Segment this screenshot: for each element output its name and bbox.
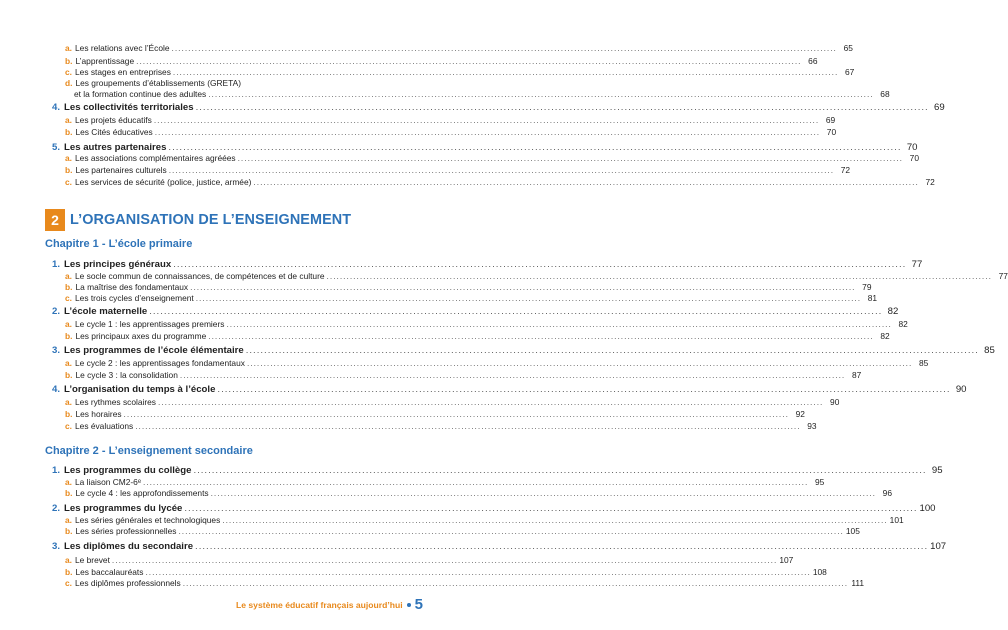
- toc-subentry: [0, 43, 853, 54]
- toc-entry-label: Les partenaires culturels: [75, 165, 167, 175]
- toc-page-number: 90: [830, 397, 840, 407]
- toc-entry-label: Les autres partenaires: [64, 142, 167, 153]
- toc-page-number: 95: [931, 465, 943, 476]
- dot-leader: ........................................................................................................................................................................................................: [171, 43, 837, 53]
- toc-entry-marker: 1.: [52, 465, 61, 476]
- toc-page-number: 65: [843, 43, 853, 53]
- dot-leader: ........................................................................................................................................................................................................: [195, 541, 929, 552]
- toc-subentry: [0, 165, 851, 176]
- toc-page-number: 82: [880, 331, 890, 341]
- toc-subentry: [0, 370, 862, 381]
- dot-leader: ........................................................................................................................................................................................................: [195, 102, 929, 113]
- toc-entry-label: Les projets éducatifs: [75, 115, 152, 125]
- toc-entry-marker: a.: [65, 358, 72, 368]
- toc-subentry: [0, 526, 860, 537]
- toc-entry-marker: 1.: [52, 259, 61, 270]
- toc-entry-marker: 4.: [52, 384, 61, 395]
- toc-entry-marker: 2.: [52, 306, 61, 317]
- footer-book-title: Le système éducatif français aujourd’hui: [235, 599, 403, 610]
- toc-page-number: 85: [918, 358, 929, 368]
- toc-subentry: [0, 409, 805, 420]
- dot-leader: ........................................................................................................................................................................................................: [153, 115, 820, 125]
- toc-entry-marker: c.: [65, 67, 72, 77]
- toc-entry-label: Les programmes du lycée: [64, 503, 183, 514]
- bullet-icon: [407, 603, 411, 607]
- dot-leader: ........................................................................................................................................................................................................: [154, 127, 821, 137]
- toc-entry-label: Le cycle 4 : les approfondissements: [75, 488, 209, 498]
- toc-entry-label: Les stages en entreprises: [75, 67, 171, 77]
- toc-entry-label: L’école maternelle: [64, 306, 148, 317]
- toc-section-entry: [0, 259, 923, 271]
- toc-subentry: [0, 56, 818, 67]
- toc-entry-label: La maîtrise des fondamentaux: [75, 282, 189, 292]
- toc-entry-label: Les principes généraux: [64, 259, 172, 270]
- toc-subentry: [0, 567, 827, 578]
- toc-page-number: 107: [779, 555, 794, 565]
- toc-subentry: [0, 293, 878, 304]
- toc-entry-marker: b.: [65, 567, 73, 577]
- toc-entry-label: Le cycle 1 : les apprentissages premiers: [75, 319, 225, 329]
- toc-page-number: 81: [867, 293, 878, 303]
- toc-entry-label: et la formation continue des adultes: [74, 89, 207, 99]
- dot-leader: ........................................................................................................................................................................................................: [123, 409, 789, 419]
- dot-leader: ........................................................................................................................................................................................................: [158, 397, 824, 407]
- toc-section-entry: [0, 384, 967, 396]
- toc-section-entry: [0, 306, 899, 318]
- toc-entry-label: Les groupements d’établissements (GRETA): [75, 78, 242, 88]
- toc-entry-label: Les diplômes professionnels: [75, 578, 181, 588]
- dot-leader: ........................................................................................................................................................................................................: [142, 477, 809, 487]
- toc-subentry: [0, 578, 865, 589]
- toc-entry-marker: b.: [65, 127, 73, 137]
- toc-entry-marker: a.: [65, 477, 72, 487]
- toc-page-number: 72: [925, 177, 935, 187]
- toc-entry-marker: c.: [65, 421, 72, 431]
- toc-entry-label: Les séries générales et technologiques: [75, 515, 221, 525]
- toc-subentry: [0, 67, 855, 78]
- dot-leader: ........................................................................................................................................................................................................: [172, 67, 839, 77]
- dot-leader: ........................................................................................................................................................................................................: [184, 503, 918, 514]
- toc-section-entry: [0, 465, 943, 477]
- toc-section-entry: [0, 345, 995, 357]
- part-title: L’ORGANISATION DE L’ENSEIGNEMENT: [70, 212, 352, 228]
- toc-entry-label: Les services de sécurité (police, justice, armée): [75, 177, 252, 187]
- toc-page-number: 96: [882, 488, 892, 498]
- toc-entry-marker: a.: [65, 43, 72, 53]
- toc-entry-marker: b.: [65, 488, 73, 498]
- toc-entry-label: Les rythmes scolaires: [75, 397, 156, 407]
- toc-page-number: 68: [880, 89, 890, 99]
- chapter-heading-2: Chapitre 2 - L’enseignement secondaire: [45, 445, 253, 457]
- toc-entry-marker: c.: [65, 578, 72, 588]
- dot-leader: ........................................................................................................................................................................................................: [193, 465, 927, 476]
- toc-subentry: [0, 271, 1008, 282]
- toc-entry-label: Les principaux axes du programme: [75, 331, 207, 341]
- dot-leader: ........................................................................................................................................................................................................: [246, 358, 913, 368]
- toc-entry-marker: b.: [65, 56, 73, 66]
- toc-subentry: [0, 477, 825, 488]
- toc-entry-label: Les trois cycles d’enseignement: [75, 293, 194, 303]
- toc-subentry: [0, 488, 892, 499]
- toc-subentry: [0, 89, 890, 100]
- dot-leader: ........................................................................................................................................................................................................: [168, 165, 835, 175]
- toc-subentry: [0, 358, 929, 369]
- toc-entry-label: Les évaluations: [75, 421, 134, 431]
- dot-leader: ........................................................................................................................................................................................................: [217, 384, 951, 395]
- chapter-heading-1: Chapitre 1 - L’école primaire: [45, 238, 193, 250]
- dot-leader: ........................................................................................................................................................................................................: [222, 515, 888, 525]
- toc-page-number: 82: [887, 306, 899, 317]
- dot-leader: ........................................................................................................................................................................................................: [208, 331, 874, 341]
- toc-subentry: [0, 397, 840, 408]
- dot-leader: ........................................................................................................................................................................................................: [168, 142, 902, 153]
- toc-page-number: 85: [984, 345, 995, 356]
- toc-entry-label: Les collectivités territoriales: [64, 102, 194, 113]
- dot-leader: ........................................................................................................................................................................................................: [226, 319, 892, 329]
- toc-page-number: 77: [911, 259, 923, 270]
- toc-entry-marker: 3.: [52, 345, 61, 356]
- dot-leader: ........................................................................................................................................................................................................: [179, 370, 846, 380]
- toc-page-number: 82: [898, 319, 908, 329]
- toc-entry-marker: c.: [65, 177, 72, 187]
- dot-leader: ........................................................................................................................................................................................................: [178, 526, 844, 536]
- toc-entry-label: Le brevet: [75, 555, 110, 565]
- toc-entry-label: Les relations avec l’École: [75, 43, 170, 53]
- toc-entry-marker: b.: [65, 331, 73, 341]
- toc-page-number: 67: [844, 67, 855, 77]
- toc-subentry: [0, 421, 817, 432]
- toc-page-number: 69: [934, 102, 945, 113]
- toc-page-number: 79: [862, 282, 872, 292]
- toc-entry-marker: b.: [65, 370, 73, 380]
- toc-entry-label: L’apprentissage: [75, 56, 135, 66]
- toc-page-number: 72: [840, 165, 851, 175]
- toc-entry-label: Les horaires: [75, 409, 122, 419]
- toc-page-number: 70: [909, 153, 919, 163]
- toc-entry-marker: a.: [65, 515, 72, 525]
- dot-leader: ........................................................................................................................................................................................................: [253, 177, 919, 187]
- toc-entry-marker: b.: [65, 526, 73, 536]
- toc-page-number: 92: [795, 409, 805, 419]
- toc-entry-marker: 5.: [52, 142, 61, 153]
- dot-leader: ........................................................................................................................................................................................................: [173, 259, 907, 270]
- dot-leader: ........................................................................................................................................................................................................: [208, 89, 874, 99]
- toc-entry-label: Les baccalauréats: [75, 567, 144, 577]
- toc-page-number: 70: [906, 142, 918, 153]
- toc-page-number: 107: [930, 541, 947, 552]
- dot-leader: ........................................................................................................................................................................................................: [136, 56, 802, 66]
- page-number: 5: [414, 596, 423, 613]
- toc-page-number: 70: [826, 127, 837, 137]
- toc-page-number: 87: [851, 370, 862, 380]
- toc-section-entry: [0, 503, 936, 515]
- toc-entry-label: Les associations complémentaires agréées: [75, 153, 236, 163]
- dot-leader: ........................................................................................................................................................................................................: [237, 153, 903, 163]
- toc-page-number: 100: [919, 503, 936, 514]
- toc-entry-label: Le cycle 2 : les apprentissages fondamentaux: [75, 358, 245, 368]
- toc-subentry: [0, 331, 890, 342]
- toc-page-number: 77: [998, 271, 1008, 281]
- dot-leader: ........................................................................................................................................................................................................: [195, 293, 862, 303]
- part-heading: [45, 209, 351, 231]
- toc-entry-marker: 4.: [52, 102, 61, 113]
- dot-leader: ........................................................................................................................................................................................................: [149, 306, 883, 317]
- toc-entry-marker: a.: [65, 153, 72, 163]
- toc-entry-label: L’organisation du temps à l’école: [64, 384, 216, 395]
- toc-entry-label: La liaison CM2-6ᵉ: [75, 477, 141, 487]
- toc-entry-label: Les programmes de l’école élémentaire: [64, 345, 244, 356]
- toc-page-number: 66: [808, 56, 818, 66]
- toc-entry-marker: a.: [65, 555, 72, 565]
- toc-entry-marker: a.: [65, 115, 72, 125]
- toc-entry-marker: 3.: [52, 541, 61, 552]
- dot-leader: ........................................................................................................................................................................................................: [326, 271, 992, 281]
- toc-entry-marker: a.: [65, 397, 72, 407]
- toc-entry-marker: a.: [65, 271, 72, 281]
- toc-entry-label: Le socle commun de connaissances, de compétences et de culture: [75, 271, 325, 281]
- dot-leader: ........................................................................................................................................................................................................: [245, 345, 979, 356]
- toc-entry-marker: b.: [65, 165, 73, 175]
- dot-leader: ........................................................................................................................................................................................................: [210, 488, 876, 498]
- toc-subentry: [0, 515, 904, 526]
- toc-entry-marker: d.: [65, 78, 73, 88]
- toc-section-entry: [0, 541, 947, 553]
- dot-leader: ........................................................................................................................................................................................................: [135, 421, 801, 431]
- dot-leader: ........................................................................................................................................................................................................: [182, 578, 849, 588]
- toc-subentry: [0, 78, 404, 89]
- toc-subentry: [0, 127, 837, 138]
- toc-entry-label: Les diplômes du secondaire: [64, 541, 194, 552]
- toc-subentry: [0, 555, 794, 566]
- toc-entry-marker: b.: [65, 282, 73, 292]
- toc-entry-marker: a.: [65, 319, 72, 329]
- toc-page-number: 105: [845, 526, 860, 536]
- dot-leader: ........................................................................................................................................................................................................: [145, 567, 811, 577]
- toc-page-number: 95: [815, 477, 825, 487]
- toc-entry-marker: 2.: [52, 503, 61, 514]
- page-footer: [236, 596, 423, 613]
- toc-subentry: [0, 153, 919, 164]
- toc-page-number: 108: [812, 567, 827, 577]
- toc-page-number: 69: [825, 115, 836, 125]
- toc-entry-marker: b.: [65, 409, 73, 419]
- toc-subentry: [0, 115, 836, 126]
- toc-subentry: [0, 319, 908, 330]
- toc-page-number: 101: [889, 515, 904, 525]
- toc-page-number: 93: [807, 421, 817, 431]
- toc-page-number: 111: [851, 578, 865, 588]
- dot-leader: ........................................................................................................................................................................................................: [190, 282, 856, 292]
- toc-section-entry: [0, 102, 945, 114]
- toc-subentry: [0, 177, 935, 188]
- toc-subentry: [0, 282, 872, 293]
- toc-entry-label: Le cycle 3 : la consolidation: [75, 370, 178, 380]
- toc-entry-label: Les programmes du collège: [64, 465, 192, 476]
- toc-entry-label: Les séries professionnelles: [75, 526, 177, 536]
- toc-page-number: 90: [955, 384, 967, 395]
- dot-leader: ........................................................................................................................................................................................................: [111, 555, 778, 565]
- part-number-badge: 2: [45, 209, 65, 231]
- toc-entry-marker: c.: [65, 293, 72, 303]
- toc-entry-label: Les Cités éducatives: [75, 127, 153, 137]
